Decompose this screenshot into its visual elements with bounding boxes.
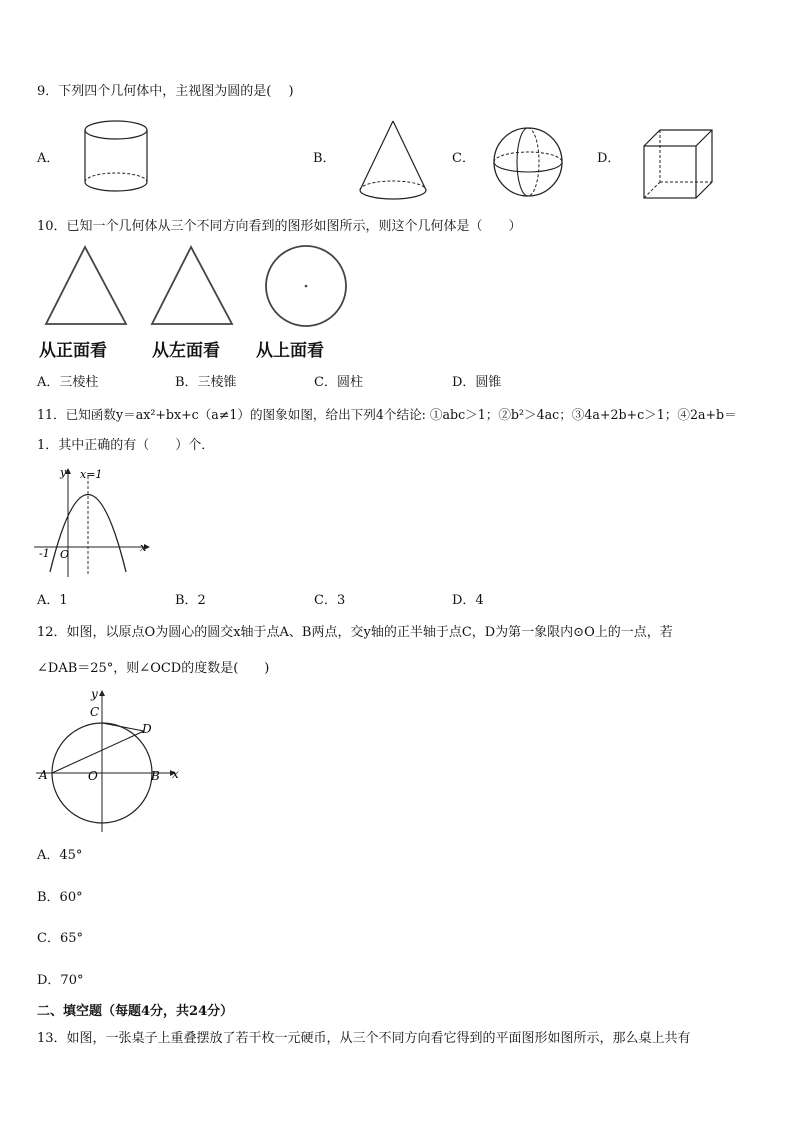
q10-option-b: B．三棱锥 bbox=[175, 375, 237, 390]
q9-option-a: A． bbox=[37, 151, 60, 166]
top-view-label: 从上面看 bbox=[256, 341, 324, 361]
front-view-triangle bbox=[42, 244, 130, 328]
left-view-label: 从左面看 bbox=[152, 341, 220, 361]
q12-option-b: B．60° bbox=[37, 890, 83, 905]
graph-origin-label: O bbox=[60, 548, 70, 561]
sphere-figure bbox=[490, 124, 566, 200]
q13-stem: 13．如图，一张桌子上重叠摆放了若干枚一元硬币，从三个不同方向看它得到的平面图形如图所示，那么桌上共有 bbox=[37, 1031, 691, 1046]
q12-stem-line1: 12．如图，以原点O为圆心的圆交x轴于点A、B两点，交y轴的正半轴于点C，D为第一象限内⊙O上的一点，若 bbox=[37, 625, 673, 640]
circle-x-label: x bbox=[172, 767, 179, 781]
q9-option-c: C． bbox=[452, 151, 475, 166]
q9-option-b: B． bbox=[313, 151, 336, 166]
point-b-label: B bbox=[151, 769, 160, 783]
q11-option-a: A．1 bbox=[37, 593, 68, 608]
q10-option-a: A．三棱柱 bbox=[37, 375, 99, 390]
q10-option-c: C．圆柱 bbox=[314, 375, 363, 390]
q11-option-d: D．4 bbox=[452, 593, 484, 608]
q11-option-b: B．2 bbox=[175, 593, 206, 608]
q9-option-d: D． bbox=[597, 151, 621, 166]
graph-x-label: x bbox=[140, 541, 147, 554]
cylinder-figure bbox=[82, 118, 150, 196]
q12-stem-line2: ∠DAB＝25°，则∠OCD的度数是( ) bbox=[37, 661, 270, 676]
parabola-graph bbox=[32, 462, 157, 582]
graph-y-label: y bbox=[60, 466, 67, 479]
q11-option-c: C．3 bbox=[314, 593, 346, 608]
q11-stem-line1: 11．已知函数y＝ax²+bx+c（a≠1）的图象如图，给出下列4个结论: ①abc＞1；②b²＞4ac；③4a+2b+c＞1；④2a+b＝ bbox=[37, 407, 737, 422]
point-d-label: D bbox=[142, 722, 152, 736]
circle-y-label: y bbox=[91, 687, 98, 701]
q11-stem-line2: 1．其中正确的有（ ）个． bbox=[37, 438, 215, 453]
axis-of-symmetry-label: x=1 bbox=[80, 468, 103, 481]
section-heading: 二、填空题（每题4分，共24分） bbox=[37, 1004, 234, 1019]
cone-figure bbox=[356, 118, 432, 204]
q10-option-d: D．圆锥 bbox=[452, 375, 502, 390]
front-view-label: 从正面看 bbox=[39, 341, 107, 361]
q12-option-d: D．70° bbox=[37, 973, 84, 988]
circle-graph bbox=[34, 686, 184, 836]
graph-neg-one-label: -1 bbox=[39, 547, 50, 560]
point-c-label: C bbox=[90, 705, 100, 719]
point-o-label: O bbox=[88, 769, 98, 783]
q12-option-a: A．45° bbox=[37, 848, 83, 863]
left-view-triangle bbox=[148, 244, 236, 328]
point-a-label: A bbox=[39, 768, 48, 782]
q10-stem: 10．已知一个几何体从三个不同方向看到的图形如图所示，则这个几何体是（ ） bbox=[37, 219, 522, 234]
q9-stem: 9．下列四个几何体中，主视图为圆的是( ) bbox=[37, 84, 294, 99]
cube-figure bbox=[640, 126, 716, 202]
q12-option-c: C．65° bbox=[37, 931, 83, 946]
top-view-circle bbox=[263, 243, 351, 329]
